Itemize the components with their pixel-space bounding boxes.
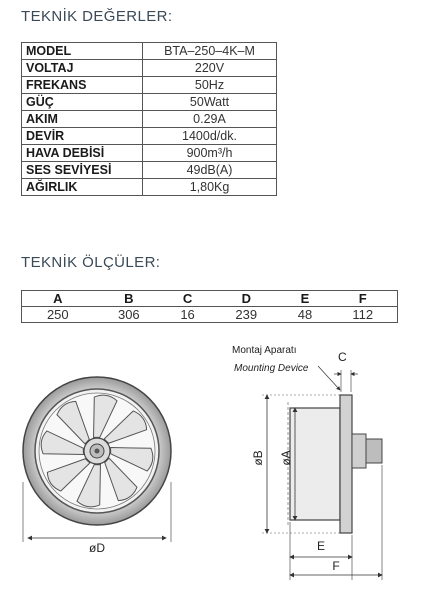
spec-value: 900m³/h [143, 145, 277, 162]
specs-table [21, 42, 277, 196]
dim-value: 16 [164, 307, 211, 323]
spec-value: 1,80Kg [143, 179, 277, 196]
a-label: øA [279, 450, 293, 466]
table-row [22, 179, 277, 196]
dim-value: 250 [22, 307, 94, 323]
dim-value: 239 [211, 307, 281, 323]
d-label: øD [89, 541, 105, 555]
spec-label: SES SEVİYESİ [22, 162, 143, 179]
spec-label: AKIM [22, 111, 143, 128]
front-view-drawing [23, 377, 171, 525]
table-row [22, 307, 398, 323]
spec-value: 50Watt [143, 94, 277, 111]
spec-value: 1400d/dk. [143, 128, 277, 145]
dim-header: D [211, 291, 281, 307]
dim-header: F [329, 291, 398, 307]
table-row [22, 94, 277, 111]
technical-dimensions-heading: TEKNİK ÖLÇÜLER: [21, 254, 161, 271]
dim-value: 306 [94, 307, 164, 323]
spec-value: BTA–250–4K–M [143, 43, 277, 60]
side-view-drawing [288, 395, 382, 533]
table-header-row [22, 291, 398, 307]
spec-label: HAVA DEBİSİ [22, 145, 143, 162]
dim-header: E [282, 291, 329, 307]
spec-value: 49dB(A) [143, 162, 277, 179]
b-label: øB [251, 450, 265, 466]
technical-values-heading: TEKNİK DEĞERLER: [21, 8, 173, 25]
table-row [22, 162, 277, 179]
dim-header: C [164, 291, 211, 307]
dim-header: B [94, 291, 164, 307]
table-row [22, 60, 277, 77]
spec-value: 0.29A [143, 111, 277, 128]
spec-label: MODEL [22, 43, 143, 60]
table-row [22, 77, 277, 94]
dimensions-table [21, 290, 398, 323]
e-label: E [316, 539, 326, 553]
dim-value: 112 [329, 307, 398, 323]
table-row [22, 128, 277, 145]
spec-label: AĞIRLIK [22, 179, 143, 196]
spec-label: GÜÇ [22, 94, 143, 111]
spec-label: DEVİR [22, 128, 143, 145]
dim-header: A [22, 291, 94, 307]
c-dimension [334, 350, 358, 392]
spec-label: FREKANS [22, 77, 143, 94]
f-label: F [332, 559, 340, 573]
spec-value: 220V [143, 60, 277, 77]
table-row [22, 111, 277, 128]
mounting-label-tr: Montaj Aparatı [232, 345, 297, 356]
table-row [22, 145, 277, 162]
mounting-label-en: Mounting Device [234, 363, 309, 374]
table-row [22, 43, 277, 60]
technical-drawings [0, 330, 425, 600]
c-label: C [338, 350, 347, 364]
spec-value: 50Hz [143, 77, 277, 94]
dim-value: 48 [282, 307, 329, 323]
spec-label: VOLTAJ [22, 60, 143, 77]
